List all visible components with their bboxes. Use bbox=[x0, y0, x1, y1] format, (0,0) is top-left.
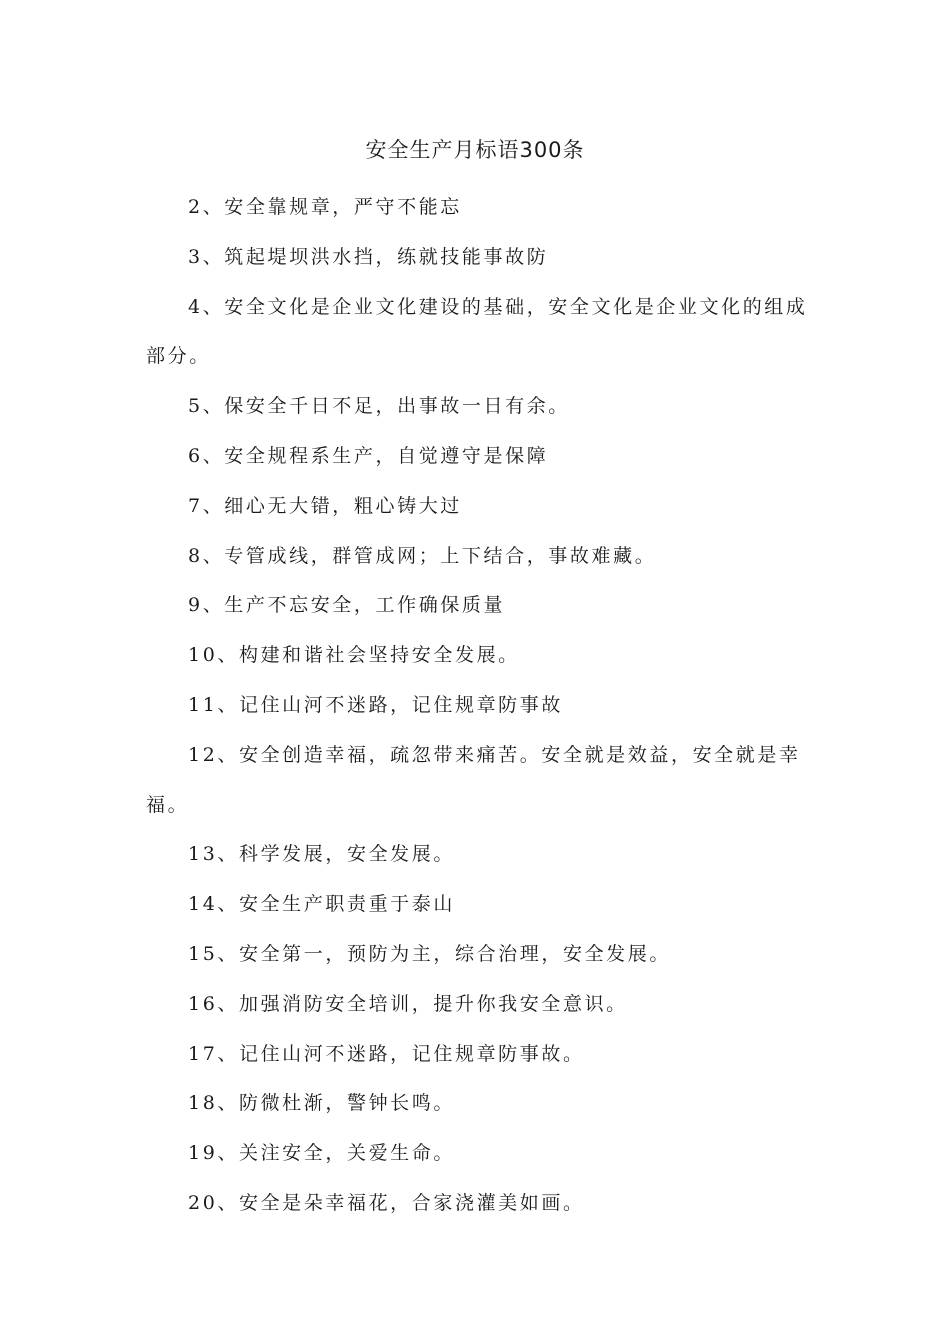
list-item: 20、安全是朵幸福花，合家浇灌美如画。 bbox=[188, 1191, 585, 1214]
list-item: 11、记住山河不迷路，记住规章防事故 bbox=[188, 693, 563, 716]
list-item: 2、安全靠规章，严守不能忘 bbox=[188, 196, 462, 218]
list-item: 3、筑起堤坝洪水挡，练就技能事故防 bbox=[188, 245, 549, 268]
document-title: 安全生产月标语300条 bbox=[365, 138, 585, 162]
list-item: 19、关注安全，关爱生命。 bbox=[188, 1142, 455, 1165]
slogan-list bbox=[146, 183, 810, 1229]
list-item: 9、生产不忘安全，工作确保质量 bbox=[188, 594, 506, 617]
list-item: 15、安全第一，预防为主，综合治理，安全发展。 bbox=[188, 942, 671, 965]
list-item: 7、细心无大错，粗心铸大过 bbox=[188, 494, 462, 517]
list-item: 8、专管成线，群管成网；上下结合，事故难藏。 bbox=[188, 544, 657, 567]
list-item: 4、安全文化是企业文化建设的基础，安全文化是企业文化的组成部分。 bbox=[146, 295, 808, 368]
list-item: 18、防微杜渐，警钟长鸣。 bbox=[188, 1092, 455, 1115]
list-item: 6、安全规程系生产，自觉遵守是保障 bbox=[188, 444, 549, 467]
list-item: 13、科学发展，安全发展。 bbox=[188, 843, 455, 866]
list-item: 5、保安全千日不足，出事故一日有余。 bbox=[188, 395, 570, 418]
list-item: 10、构建和谐社会坚持安全发展。 bbox=[188, 644, 520, 667]
list-item: 14、安全生产职责重于泰山 bbox=[188, 893, 455, 916]
list-item: 17、记住山河不迷路，记住规章防事故。 bbox=[188, 1042, 585, 1065]
list-item: 16、加强消防安全培训，提升你我安全意识。 bbox=[188, 992, 628, 1015]
list-item: 12、安全创造幸福，疏忽带来痛苦。安全就是效益，安全就是幸福。 bbox=[146, 743, 801, 816]
